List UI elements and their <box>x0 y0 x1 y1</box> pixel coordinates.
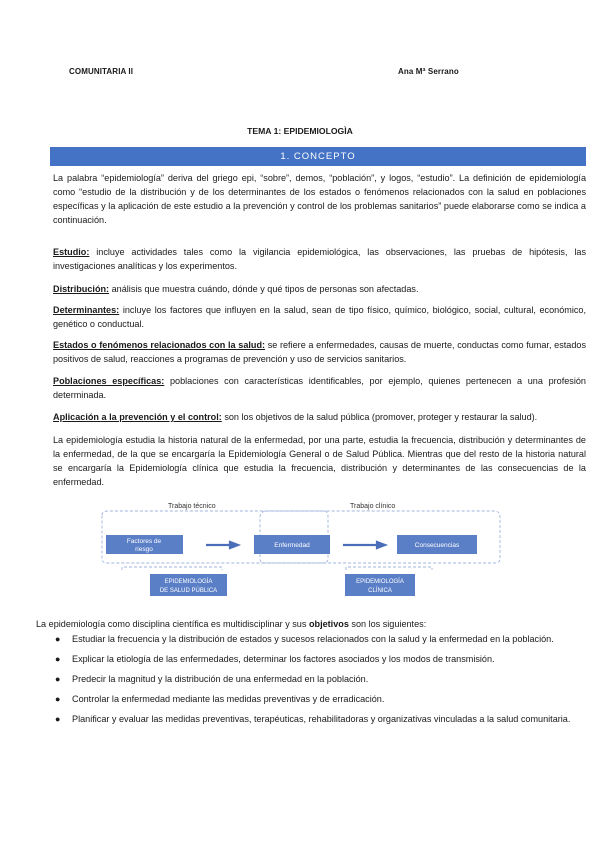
box-factores-line2: riesgo <box>135 546 153 553</box>
estudio-term: Estudio: <box>53 247 90 257</box>
bullet-icon: ● <box>55 654 61 664</box>
historia-paragraph <box>53 433 586 489</box>
poblaciones-paragraph <box>53 374 586 402</box>
list-item <box>53 672 586 686</box>
list-item <box>53 632 586 646</box>
objectives-intro-text-a: La epidemiología como disciplina científica es multidisciplinar y sus <box>36 619 309 629</box>
aplicacion-term: Aplicación a la prevención y el control: <box>53 412 222 422</box>
bullet-icon: ● <box>55 634 61 644</box>
objectives-intro <box>36 617 596 631</box>
label-trabajo-clinico: Trabajo clínico <box>350 503 396 510</box>
list-item <box>53 692 586 706</box>
estudio-text: incluye actividades tales como la vigilancia epidemiológica, las observaciones, las pruebas de hipótesis, las investigaciones analíticas y los experimentos. <box>53 247 586 271</box>
objectives-intro-text-b: son los siguientes: <box>348 619 427 629</box>
label-trabajo-tecnico: Trabajo técnico <box>168 503 216 510</box>
list-item-text: Estudiar la frecuencia y la distribución de estados y sucesos relacionados con la salud y la enfermedad en la población. <box>72 634 554 644</box>
box-clinica-line2: CLÍNICA <box>368 588 392 594</box>
poblaciones-text: poblaciones con características identificables, por ejemplo, quienes pertenecen a una profesión determinada. <box>53 376 586 400</box>
distribucion-paragraph <box>53 282 586 296</box>
section-banner: 1. CONCEPTO <box>50 147 586 166</box>
distribucion-term: Distribución: <box>53 284 110 294</box>
historia-text: La epidemiología estudia la historia natural de la enfermedad, por una parte, estudia la frecuencia, distribución y determinantes de la enfermedad, de la que se encargaría la Epidemiología General o de Salud Pública. Mientras que del resto de la historia natural se encargaría la Epidemiología clínica que estudia la frecuencia, distribución y determinantes de las consecuencias de la enfermedad. <box>53 435 586 487</box>
aplicacion-paragraph <box>53 410 586 424</box>
arrow-enfermedad-consecuencias <box>343 542 385 548</box>
list-item-text: Predecir la magnitud y la distribución de una enfermedad en la población. <box>72 674 369 684</box>
estados-term: Estados o fenómenos relacionados con la salud: <box>53 340 266 350</box>
bracket-salud-publica <box>122 567 222 570</box>
objectives-list <box>53 632 586 732</box>
header-subject: COMUNITARIA II <box>69 67 134 76</box>
arrow-factores-enfermedad <box>206 542 238 548</box>
box-clinica-line1: EPIDEMIOLOGÍA <box>356 579 404 585</box>
bullet-icon: ● <box>55 694 61 704</box>
estudio-paragraph <box>53 245 586 273</box>
box-factores-line1: Factores de <box>126 538 162 545</box>
definition-text: La palabra “epidemiología” deriva del griego epi, “sobre”, demos, “población”, y logos, “estudio”. La definición de epidemiología como “estudio de la distribución y de los determinantes de los estados o fenómenos relacionados con la salud en poblaciones específicas y la aplicación de este estudio a la prevención y control de los problemas sanitarios” puede elaborarse como se indica a continuación. <box>53 173 586 225</box>
estados-text: se refiere a enfermedades, causas de muerte, conductas como fumar, estados positivos de salud, reacciones a programas de prevención y uso de servicios sanitarios. <box>53 340 586 364</box>
determinantes-paragraph <box>53 303 586 331</box>
determinantes-text: incluye los factores que influyen en la salud, sean de tipo físico, químico, biológico, social, cultural, económico, genético o conductual. <box>53 305 586 329</box>
estados-paragraph <box>53 338 586 366</box>
objectives-intro-bold: objetivos <box>308 619 349 629</box>
list-item-text: Explicar la etiología de las enfermedades, determinar los factores asociados y los modos de transmisión. <box>72 654 495 664</box>
box-enfermedad-label: Enfermedad <box>274 542 310 549</box>
list-item-text: Controlar la enfermedad mediante las medidas preventivas y de erradicación. <box>72 694 385 704</box>
distribucion-text: análisis que muestra cuándo, dónde y qué tipos de personas son afectadas. <box>109 284 419 294</box>
header-author: Ana Mª Serrano <box>398 67 459 76</box>
list-item <box>53 652 586 666</box>
aplicacion-text: son los objetivos de la salud pública (promover, proteger y restaurar la salud). <box>221 412 538 422</box>
definition-paragraph <box>53 171 586 227</box>
epidemiology-diagram <box>96 497 504 600</box>
bullet-icon: ● <box>55 714 61 724</box>
box-consecuencias-label: Consecuencias <box>414 542 460 549</box>
determinantes-term: Determinantes: <box>53 305 120 315</box>
list-item-text: Planificar y evaluar las medidas preventivas, terapéuticas, rehabilitadoras y organizativas vinculadas a la salud comunitaria. <box>72 714 571 724</box>
list-item <box>53 712 586 726</box>
box-salud-publica-line2: DE SALUD PÚBLICA <box>159 588 218 594</box>
page-title: TEMA 1: EPIDEMIOLOGÌA <box>247 126 353 136</box>
bracket-clinica <box>346 567 432 570</box>
box-salud-publica-line1: EPIDEMIOLOGÍA <box>164 579 213 585</box>
poblaciones-term: Poblaciones específicas: <box>53 376 165 386</box>
bullet-icon: ● <box>55 674 61 684</box>
